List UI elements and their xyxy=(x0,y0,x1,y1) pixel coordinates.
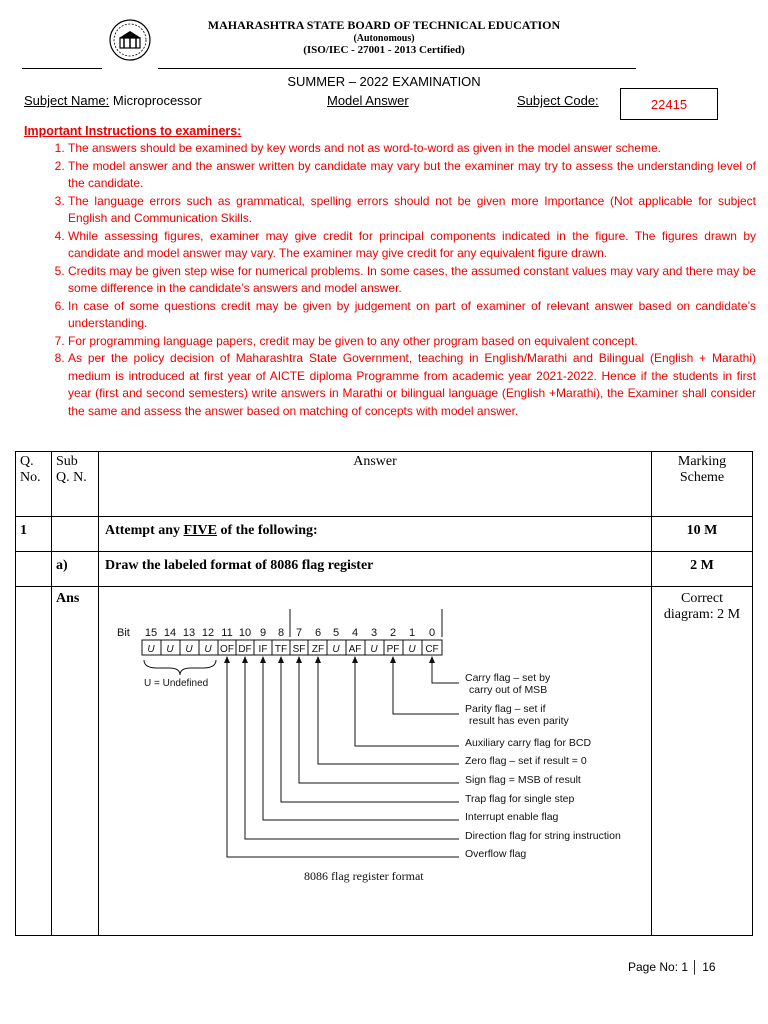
bit-number: 14 xyxy=(163,627,177,639)
header-rule-right xyxy=(158,68,636,69)
instruction-item: 1. The answers should be examined by key words and not as word-to-word as given in the model answer scheme. xyxy=(68,140,756,158)
row-subq: Ans xyxy=(52,587,99,936)
undefined-note: U = Undefined xyxy=(144,678,209,689)
answer-table xyxy=(15,451,753,936)
bit-number: 5 xyxy=(332,627,340,639)
bit-number: 3 xyxy=(370,627,378,639)
register-cell: OF xyxy=(220,644,234,655)
register-cell: U xyxy=(147,644,155,655)
subject-name xyxy=(24,93,202,108)
bit-number: 8 xyxy=(277,627,285,639)
header-qno: Q. No. xyxy=(16,452,52,517)
direction-flag-label: Direction flag for string instruction xyxy=(465,830,621,842)
instruction-item: 3. The language errors such as grammatical, spelling errors should not be given more Importance (Not applicable for subject English and Communication Skills. xyxy=(68,193,756,228)
carry-flag-label: Carry flag – set by xyxy=(465,672,551,684)
register-cell: DF xyxy=(238,644,252,655)
bit-number: 6 xyxy=(314,627,322,639)
table-row xyxy=(16,587,753,936)
overflow-flag-label: Overflow flag xyxy=(465,848,527,860)
auxiliary-carry-flag-label: Auxiliary carry flag for BCD xyxy=(465,737,592,749)
question-text-pre: Attempt any xyxy=(105,523,184,538)
register-cell: U xyxy=(408,644,416,655)
subject-code-label: Subject Code: xyxy=(517,93,599,108)
register-cell: U xyxy=(166,644,174,655)
instruction-item: 2. The model answer and the answer written by candidate may vary but the examiner may try to assess the understanding level of the candidate. xyxy=(68,158,756,193)
row-question xyxy=(99,517,652,552)
register-cell: U xyxy=(185,644,193,655)
autonomous-note: (Autonomous) xyxy=(353,33,415,44)
register-cell: IF xyxy=(258,644,268,655)
bit-number: 11 xyxy=(221,627,233,639)
register-cell: SF xyxy=(292,644,306,655)
diagram-caption: 8086 flag register format xyxy=(304,869,424,883)
interrupt-flag-label: Interrupt enable flag xyxy=(465,811,559,823)
model-answer-label: Model Answer xyxy=(327,93,409,108)
bit-number: 1 xyxy=(408,627,416,639)
flag-leader-lines xyxy=(227,659,459,857)
register-cell: CF xyxy=(425,644,439,655)
carry-flag-label-2: carry out of MSB xyxy=(469,684,548,696)
register-cell: U xyxy=(204,644,212,655)
exam-title: SUMMER – 2022 EXAMINATION xyxy=(287,74,481,89)
row-qno xyxy=(16,552,52,587)
subject-code-box: 22415 xyxy=(620,88,718,120)
register-cell: AF xyxy=(348,644,362,655)
parity-flag-label: Parity flag – set if xyxy=(465,703,546,715)
bit-number: 12 xyxy=(201,627,215,639)
row-subq xyxy=(52,517,99,552)
instruction-item: 5. Credits may be given step wise for numerical problems. In some cases, the assumed constant values may vary and there may be some difference in the candidate’s answers and model answer. xyxy=(68,263,756,298)
bit-number: 0 xyxy=(428,627,436,639)
bit-number: 2 xyxy=(389,627,397,639)
register-cell: U xyxy=(370,644,378,655)
subject-name-label: Subject Name: xyxy=(24,93,110,108)
trap-flag-label: Trap flag for single step xyxy=(465,793,575,805)
bit-number: 13 xyxy=(182,627,196,639)
instruction-item: 4. While assessing figures, examiner may give credit for principal components indicated in the figure. The figures drawn by candidate and model answer may vary. The examiner may give credit for any equivalent figure drawn. xyxy=(68,228,756,263)
table-header-row xyxy=(16,452,753,517)
bit-number: 10 xyxy=(238,627,252,639)
board-name: MAHARASHTRA STATE BOARD OF TECHNICAL EDUCATION xyxy=(207,18,561,32)
instructions-title: Important Instructions to examiners: xyxy=(24,124,242,138)
bit-number: 9 xyxy=(259,627,267,639)
zero-flag-label: Zero flag – set if result = 0 xyxy=(465,755,587,767)
question-text-emphasis: FIVE xyxy=(183,523,217,538)
row-qno: 1 xyxy=(16,517,52,552)
instruction-item: 8. As per the policy decision of Maharashtra State Government, teaching in English/Marathi and Bilingual (English + Marathi) medium is introduced at first year of AICTE diploma Programme from academic year 2021-2022. Hence if the students in first year (first and second semesters) write answers in Marathi or bilingual language (English +Marathi), the Examiner shall consider the same and assess the answer based on matching of concepts with model answer. xyxy=(68,350,756,420)
header-answer: Answer xyxy=(99,452,652,517)
instruction-item: 6. In case of some questions credit may be given by judgement on part of examiner of relevant answer based on candidate’s understanding. xyxy=(68,298,756,333)
register-cell: PF xyxy=(386,644,400,655)
row-question: Draw the labeled format of 8086 flag register xyxy=(99,552,652,587)
header-subq: Sub Q. N. xyxy=(52,452,99,517)
sign-flag-label: Sign flag = MSB of result xyxy=(465,774,581,786)
instruction-item: 7. For programming language papers, credit may be given to any other program based on equivalent concept. xyxy=(68,333,756,351)
register-cell: ZF xyxy=(311,644,325,655)
row-answer-diagram xyxy=(99,587,652,936)
undefined-brace xyxy=(144,660,216,675)
subject-name-value: Microprocessor xyxy=(109,93,202,108)
row-marks: Correct diagram: 2 M xyxy=(652,587,753,936)
bit-label: Bit xyxy=(117,627,130,639)
parity-flag-label-2: result has even parity xyxy=(469,715,569,727)
header-rule-left xyxy=(22,68,102,69)
certification-note: (ISO/IEC - 27001 - 2013 Certified) xyxy=(303,44,465,56)
register-cell: U xyxy=(332,644,340,655)
page-number: Page No: 1 │ 16 xyxy=(628,960,716,974)
bit-number: 7 xyxy=(295,627,303,639)
table-row xyxy=(16,517,753,552)
row-subq: a) xyxy=(52,552,99,587)
header-marking: Marking Scheme xyxy=(652,452,753,517)
bit-number: 15 xyxy=(144,627,158,639)
row-marks: 10 M xyxy=(652,517,753,552)
register-cell: TF xyxy=(274,644,288,655)
question-text-post: of the following: xyxy=(217,523,318,538)
bit-number: 4 xyxy=(351,627,359,639)
row-marks: 2 M xyxy=(652,552,753,587)
instructions-list xyxy=(24,140,756,420)
table-row xyxy=(16,552,753,587)
flag-register-diagram xyxy=(99,587,649,932)
row-qno xyxy=(16,587,52,936)
